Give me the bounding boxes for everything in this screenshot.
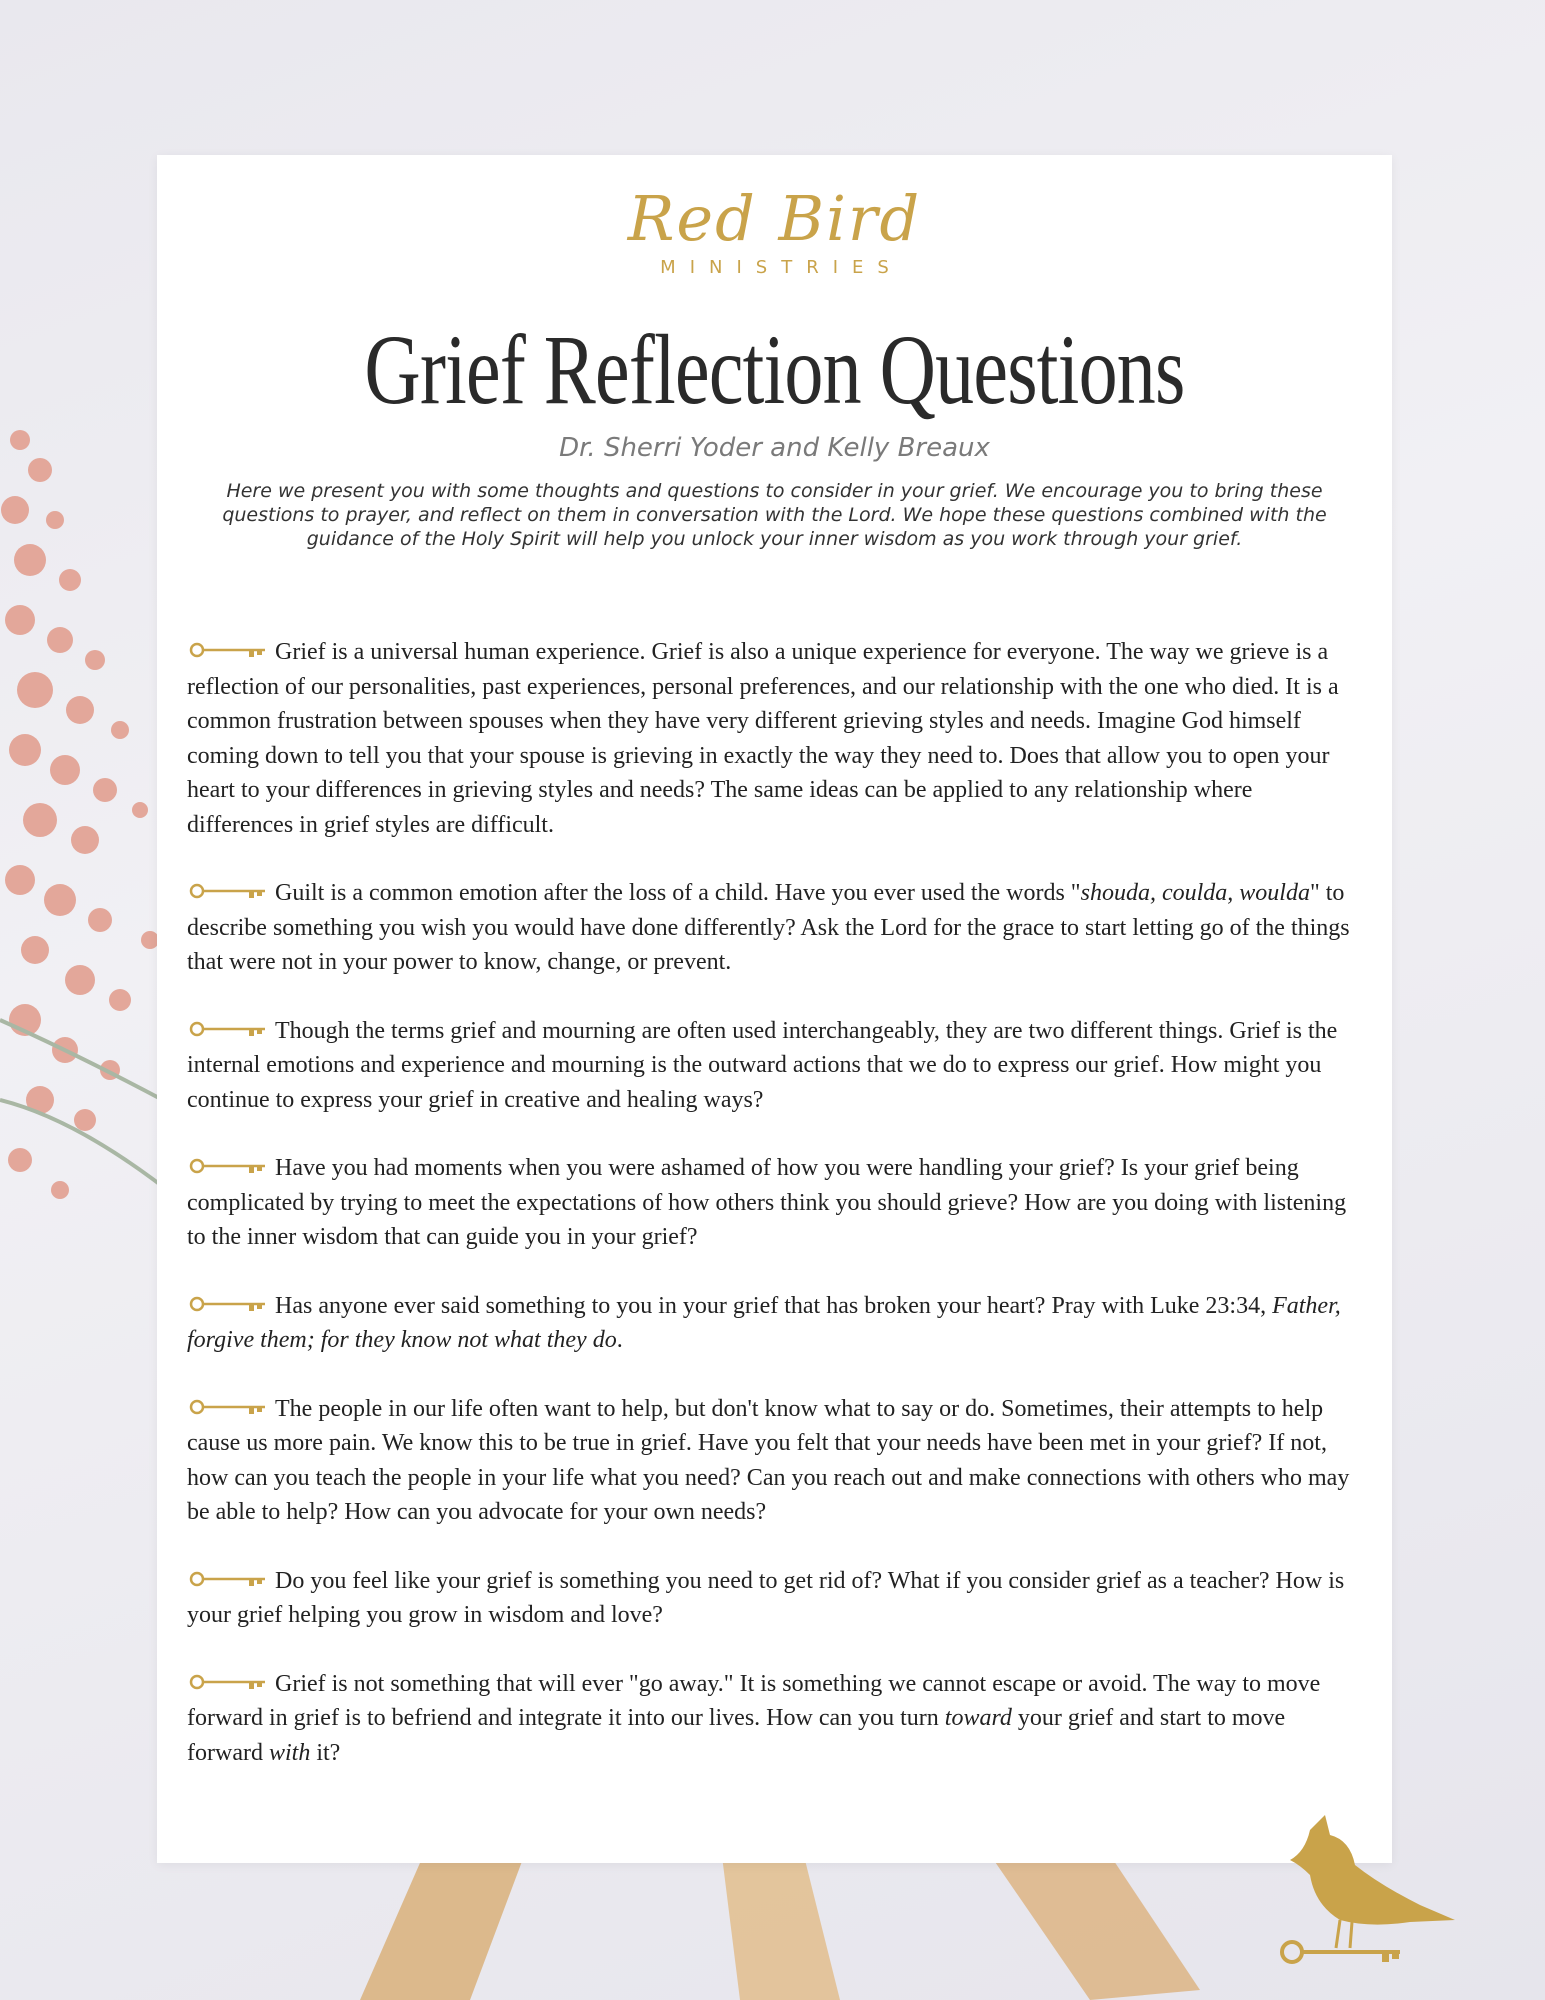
question-text: it? (310, 1739, 341, 1766)
question-emphasis: Father, forgive them; for they know not what they do (187, 1292, 1341, 1353)
question-text: Grief is not something that will ever "go away." It is something we cannot escape or avoid. The way to move forward in grief is to befriend and integrate it into our lives. How can you turn (187, 1670, 1321, 1731)
key-icon (187, 1017, 269, 1041)
page-title: Grief Reflection Questions (364, 314, 1185, 425)
key-icon (187, 1154, 269, 1178)
question-text: your grief and start to move forward (187, 1705, 1286, 1766)
wood-decoration (300, 1840, 1200, 2000)
key-icon (187, 1292, 269, 1316)
key-icon (187, 1567, 269, 1591)
logo-script-text: Red Bird (627, 182, 922, 255)
key-icon (187, 879, 269, 903)
logo-subtitle: MINISTRIES (660, 257, 903, 279)
key-icon (187, 1670, 269, 1694)
question-text: " to describe something you wish you would have done differently? Ask the Lord for the grace to start letting go of the things that were not in your power to know, change, or prevent. (187, 880, 1350, 975)
question-text: Have you had moments when you were ashamed of how you were handling your grief? Is your grief being complicated by trying to meet the expectations of how others think you should grieve? How are you doing with listening to the inner wisdom that can guide you in your grief? (187, 1155, 1347, 1250)
question-text: . (616, 1327, 623, 1353)
question-1 (187, 635, 1362, 842)
question-5 (187, 1289, 1362, 1358)
question-emphasis: with (268, 1739, 311, 1766)
question-text: Though the terms grief and mourning are often used interchangeably, they are two different things. Grief is the internal emotions and experience and mourning is the outward actions that we do to express our grief. How might you continue to express your grief in creative and healing ways? (187, 1017, 1338, 1113)
question-4 (187, 1151, 1362, 1255)
question-emphasis: toward (944, 1705, 1012, 1731)
question-text: Has anyone ever said something to you in your grief that has broken your heart? Pray with Luke 23:34, (275, 1292, 1273, 1319)
document-card (157, 155, 1392, 1863)
key-icon (187, 1395, 269, 1419)
question-emphasis: shouda, coulda, woulda (1080, 880, 1310, 906)
key-icon (187, 638, 269, 662)
cardinal-key-icon (1270, 1810, 1460, 1980)
question-3 (187, 1014, 1362, 1118)
authors: Dr. Sherri Yoder and Kelly Breaux (559, 433, 990, 463)
question-6 (187, 1392, 1362, 1530)
questions-list (187, 635, 1362, 1804)
question-7 (187, 1564, 1362, 1633)
question-8 (187, 1667, 1362, 1771)
question-text: The people in our life often want to help, but don't know what to say or do. Sometimes, their attempts to help cause us more pain. We know this to be true in grief. Have you felt that your needs have been met in your grief? If not, how can you teach the people in your life what you need? Can you reach out and make connections with others who may be able to help? How can you advocate for your own needs? (187, 1395, 1350, 1525)
logo (157, 182, 1392, 279)
question-text: Do you feel like your grief is something you need to get rid of? What if you consider grief as a teacher? How is your grief helping you grow in wisdom and love? (187, 1567, 1345, 1628)
question-text: Grief is a universal human experience. Grief is also a unique experience for everyone. The way we grieve is a reflection of our personalities, past experiences, personal preferences, and our relationship with the one who died. It is a common frustration between spouses when they have very different grieving styles and needs. Imagine God himself coming down to tell you that your spouse is grieving in exactly the way they need to. Does that allow you to open your heart to your differences in grieving styles and needs? The same ideas can be applied to any relationship where differences in grief styles are difficult. (187, 639, 1339, 838)
question-2 (187, 876, 1362, 980)
intro-paragraph: Here we present you with some thoughts and questions to consider in your grief. We encourage you to bring these questions to prayer, and reflect on them in conversation with the Lord. We hope these questions combined with the guidance of the Holy Spirit will help you unlock your inner wisdom as you work through your grief. (222, 480, 1327, 550)
question-text: Guilt is a common emotion after the loss of a child. Have you ever used the words " (275, 880, 1081, 906)
